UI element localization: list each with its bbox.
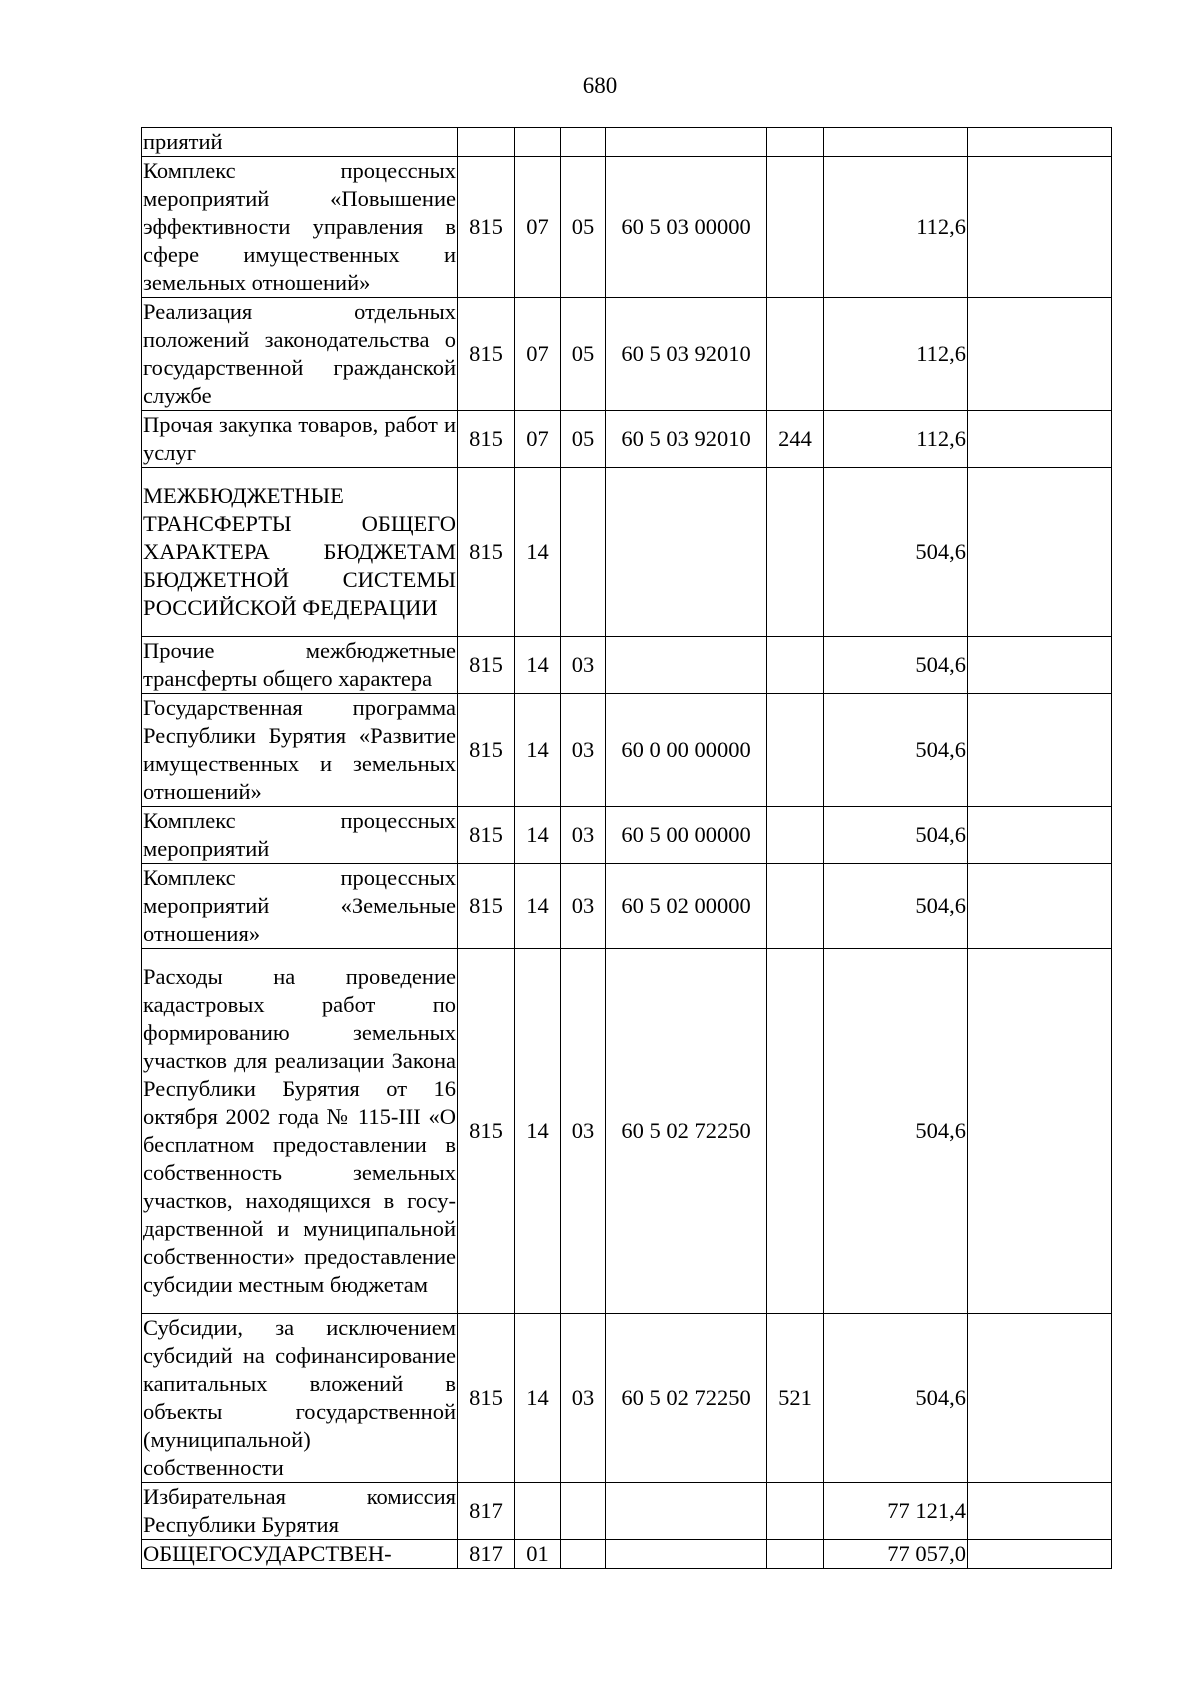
row-section-code: 01: [515, 1540, 561, 1569]
table-row: [142, 411, 1112, 468]
row-ministry-code: 815: [458, 157, 515, 298]
row-extra: [968, 298, 1112, 411]
row-extra: [968, 128, 1112, 157]
row-extra: [968, 411, 1112, 468]
row-section-code: 14: [515, 468, 561, 637]
row-amount: 112,6: [824, 411, 968, 468]
row-ministry-code: 817: [458, 1540, 515, 1569]
row-amount: 504,6: [824, 694, 968, 807]
row-expense-type: [767, 807, 824, 864]
row-section-code: 14: [515, 637, 561, 694]
row-section-code: [515, 128, 561, 157]
row-expense-type: 244: [767, 411, 824, 468]
row-ministry-code: 815: [458, 864, 515, 949]
row-subsection-code: [561, 468, 606, 637]
row-extra: [968, 1483, 1112, 1540]
table-row: [142, 128, 1112, 157]
row-extra: [968, 1540, 1112, 1569]
row-target-article: [606, 1540, 767, 1569]
row-amount: 112,6: [824, 157, 968, 298]
row-ministry-code: 817: [458, 1483, 515, 1540]
row-subsection-code: [561, 1540, 606, 1569]
row-description: приятий: [142, 128, 458, 157]
row-subsection-code: 03: [561, 1314, 606, 1483]
row-extra: [968, 949, 1112, 1314]
row-description: Расходы на проведение кадастровых работ по формированию земельных участков для реализации Закона Республики Бурятия от 16 октября 2002 года № 115-III «О бесплатном предоставлении в собственность земельных участков, находящихся в госу-дарственной и муниципальной собственности» предоставление субсидии местным бюджетам: [142, 949, 458, 1314]
row-ministry-code: 815: [458, 637, 515, 694]
row-subsection-code: [561, 128, 606, 157]
row-expense-type: [767, 637, 824, 694]
row-description: Субсидии, за исключением субсидий на софинансирование капитальных вложений в объекты государственной (муниципальной) собственности: [142, 1314, 458, 1483]
row-section-code: 14: [515, 694, 561, 807]
table-body: [142, 128, 1112, 1569]
row-ministry-code: 815: [458, 1314, 515, 1483]
row-subsection-code: 03: [561, 694, 606, 807]
row-description: Прочая закупка товаров, работ и услуг: [142, 411, 458, 468]
page-number: 680: [582, 73, 618, 98]
row-target-article: [606, 637, 767, 694]
row-target-article: 60 5 00 00000: [606, 807, 767, 864]
row-expense-type: [767, 298, 824, 411]
row-expense-type: 521: [767, 1314, 824, 1483]
row-amount: 504,6: [824, 1314, 968, 1483]
row-description: Комплекс процессных мероприятий: [142, 807, 458, 864]
row-amount: 77 057,0: [824, 1540, 968, 1569]
row-description: МЕЖБЮДЖЕТНЫЕ ТРАНСФЕРТЫ ОБЩЕГО ХАРАКТЕРА БЮДЖЕТАМ БЮДЖЕТНОЙ СИСТЕМЫ РОССИЙСКОЙ ФЕДЕРАЦИИ: [142, 468, 458, 637]
table-row: [142, 637, 1112, 694]
row-subsection-code: 03: [561, 949, 606, 1314]
row-ministry-code: 815: [458, 694, 515, 807]
row-extra: [968, 864, 1112, 949]
row-extra: [968, 468, 1112, 637]
row-target-article: 60 5 02 72250: [606, 1314, 767, 1483]
row-amount: 504,6: [824, 864, 968, 949]
row-amount: 504,6: [824, 949, 968, 1314]
row-expense-type: [767, 1540, 824, 1569]
row-expense-type: [767, 694, 824, 807]
row-section-code: 14: [515, 1314, 561, 1483]
row-subsection-code: 05: [561, 298, 606, 411]
row-subsection-code: 05: [561, 157, 606, 298]
row-subsection-code: [561, 1483, 606, 1540]
row-extra: [968, 637, 1112, 694]
row-target-article: 60 5 02 00000: [606, 864, 767, 949]
table-row: [142, 298, 1112, 411]
row-description: Комплекс процессных мероприятий «Земельные отношения»: [142, 864, 458, 949]
row-description: Прочие межбюджетные трансферты общего характера: [142, 637, 458, 694]
row-expense-type: [767, 468, 824, 637]
table-row: [142, 807, 1112, 864]
table-row: [142, 468, 1112, 637]
row-section-code: 07: [515, 157, 561, 298]
row-subsection-code: 05: [561, 411, 606, 468]
table-row: [142, 864, 1112, 949]
row-subsection-code: 03: [561, 807, 606, 864]
table-row: [142, 694, 1112, 807]
row-target-article: 60 5 03 92010: [606, 411, 767, 468]
row-subsection-code: 03: [561, 864, 606, 949]
row-extra: [968, 694, 1112, 807]
row-ministry-code: 815: [458, 298, 515, 411]
row-section-code: 07: [515, 411, 561, 468]
row-target-article: [606, 1483, 767, 1540]
row-amount: [824, 128, 968, 157]
table-row: [142, 1314, 1112, 1483]
row-expense-type: [767, 128, 824, 157]
row-section-code: 14: [515, 807, 561, 864]
row-ministry-code: [458, 128, 515, 157]
row-target-article: 60 0 00 00000: [606, 694, 767, 807]
row-amount: 504,6: [824, 637, 968, 694]
row-subsection-code: 03: [561, 637, 606, 694]
row-expense-type: [767, 157, 824, 298]
row-ministry-code: 815: [458, 807, 515, 864]
row-target-article: [606, 128, 767, 157]
row-expense-type: [767, 949, 824, 1314]
row-amount: 112,6: [824, 298, 968, 411]
row-description: Государственная программа Республики Бурятия «Развитие имущественных и земельных отношений»: [142, 694, 458, 807]
row-amount: 77 121,4: [824, 1483, 968, 1540]
row-description: Реализация отдельных положений законодательства о государственной гражданской службе: [142, 298, 458, 411]
row-expense-type: [767, 864, 824, 949]
table-row: [142, 949, 1112, 1314]
table-row: [142, 1540, 1112, 1569]
row-target-article: 60 5 03 92010: [606, 298, 767, 411]
row-description: Комплекс процессных мероприятий «Повышение эффективности управления в сфере имущественных и земельных отношений»: [142, 157, 458, 298]
row-ministry-code: 815: [458, 949, 515, 1314]
row-section-code: 07: [515, 298, 561, 411]
budget-table: [141, 127, 1112, 1569]
row-section-code: 14: [515, 864, 561, 949]
row-target-article: [606, 468, 767, 637]
row-target-article: 60 5 02 72250: [606, 949, 767, 1314]
row-target-article: 60 5 03 00000: [606, 157, 767, 298]
row-extra: [968, 157, 1112, 298]
table-row: [142, 1483, 1112, 1540]
row-extra: [968, 807, 1112, 864]
row-amount: 504,6: [824, 468, 968, 637]
row-description: Избирательная комиссия Республики Бурятия: [142, 1483, 458, 1540]
row-ministry-code: 815: [458, 411, 515, 468]
row-amount: 504,6: [824, 807, 968, 864]
row-ministry-code: 815: [458, 468, 515, 637]
row-section-code: 14: [515, 949, 561, 1314]
row-expense-type: [767, 1483, 824, 1540]
row-section-code: [515, 1483, 561, 1540]
row-description: ОБЩЕГОСУДАРСТВЕН-: [142, 1540, 458, 1569]
table-row: [142, 157, 1112, 298]
row-extra: [968, 1314, 1112, 1483]
